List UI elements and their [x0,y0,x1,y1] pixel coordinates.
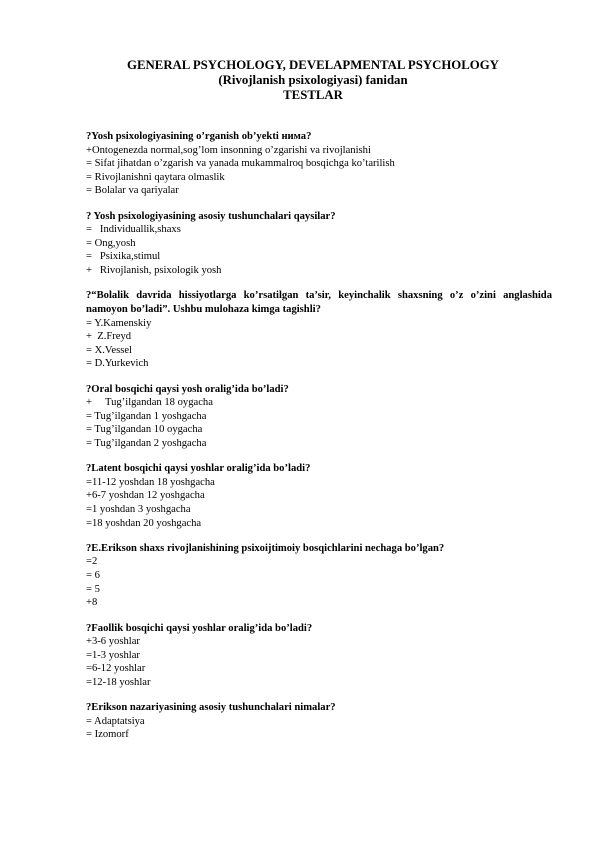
answer-option: =1 yoshdan 3 yoshgacha [86,504,191,515]
question-block-2 [86,210,552,278]
answer-option: +8 [86,597,98,609]
question-block-5 [86,462,552,530]
document-header [0,58,596,103]
answer-option: = 6 [86,570,100,582]
answer-option: = Sifat jihatdan o’zgarish va yanada mukammalroq bosqichga ko’tarilish [86,158,395,170]
test-question-list [86,130,552,754]
question-block-6 [86,542,552,610]
answer-option: = X.Vessel [86,344,132,356]
question-text: ?“Bolalik davrida hissiyotlarga ko’rsatilgan ta’sir, keyinchalik shaxsning o’z o’zini anglashida namoyon bo’ladi”. Ushbu mulohaza kimga tagishli? [86,290,552,315]
answer-option: = Bolalar va qariyalar [86,185,179,197]
answer-option: = Psixika,stimul [86,251,161,263]
answer-option: =6-12 yoshlar [86,663,146,675]
question-block-3 [86,289,552,371]
answer-option: = Y.Kamenskiy [86,317,152,329]
answer-option: = Individuallik,shaxs [86,224,181,236]
question-block-7 [86,622,552,690]
answer-option: =11-12 yoshdan 18 yoshgacha [86,476,215,488]
answer-option: =12-18 yoshlar [86,676,151,688]
answer-option: =1-3 yoshlar [86,649,140,661]
answer-option: + Z.Freyd [86,331,132,343]
question-block-1 [86,130,552,198]
question-text: ?Erikson nazariyasining asosiy tushunchalari nimalar? [86,702,336,714]
answer-option: +3-6 yoshlar [86,636,140,648]
answer-option: = Ong,yosh [86,237,136,249]
answer-option: = Rivojlanishni qaytara olmaslik [86,171,225,183]
question-text: ?Faollik bosqichi qaysi yoshlar oralig’ida bo’ladi? [86,622,313,634]
question-text: ? Yosh psixologiyasining asosiy tushunchalari qaysilar? [86,210,336,222]
answer-option: + Tug’ilgandan 18 oygacha [86,397,213,409]
answer-option: =18 yoshdan 20 yoshgacha [86,517,202,529]
answer-option: = D.Yurkevich [86,358,149,370]
question-text: ?Latent bosqichi qaysi yoshlar oralig’ida bo’ladi? [86,463,311,475]
answer-option: + Rivojlanish, psixologik yosh [86,265,222,277]
answer-option: = Adaptatsiya [86,715,145,727]
answer-option: = Tug’ilgandan 2 yoshgacha [86,437,207,449]
question-text: ?Oral bosqichi qaysi yosh oralig’ida bo’ladi? [86,383,289,395]
question-block-8 [86,701,552,742]
answer-option: = 5 [86,583,100,595]
answer-option: +6-7 yoshdan 12 yoshgacha [86,490,205,502]
answer-option: =2 [86,556,98,568]
document-title: GENERAL PSYCHOLOGY, DEVELAPMENTAL PSYCHOLOGY [127,58,499,72]
answer-option: +Ontogenezda normal,sog’lom insonning o’zgarishi va rivojlanishi [86,144,371,156]
document-section-label: TESTLAR [283,88,343,102]
question-block-4 [86,383,552,451]
question-text: ?E.Erikson shaxs rivojlanishining psixoijtimoiy bosqichlarini nechaga bo’lgan? [86,542,445,554]
answer-option: = Tug’ilgandan 10 oygacha [86,424,203,436]
document-subtitle: (Rivojlanish psixologiyasi) fanidan [218,73,408,87]
answer-option: = Izomorf [86,729,129,741]
answer-option: = Tug’ilgandan 1 yoshgacha [86,410,207,422]
question-text: ?Yosh psixologiyasining o’rganish ob’yekti нима? [86,131,312,142]
